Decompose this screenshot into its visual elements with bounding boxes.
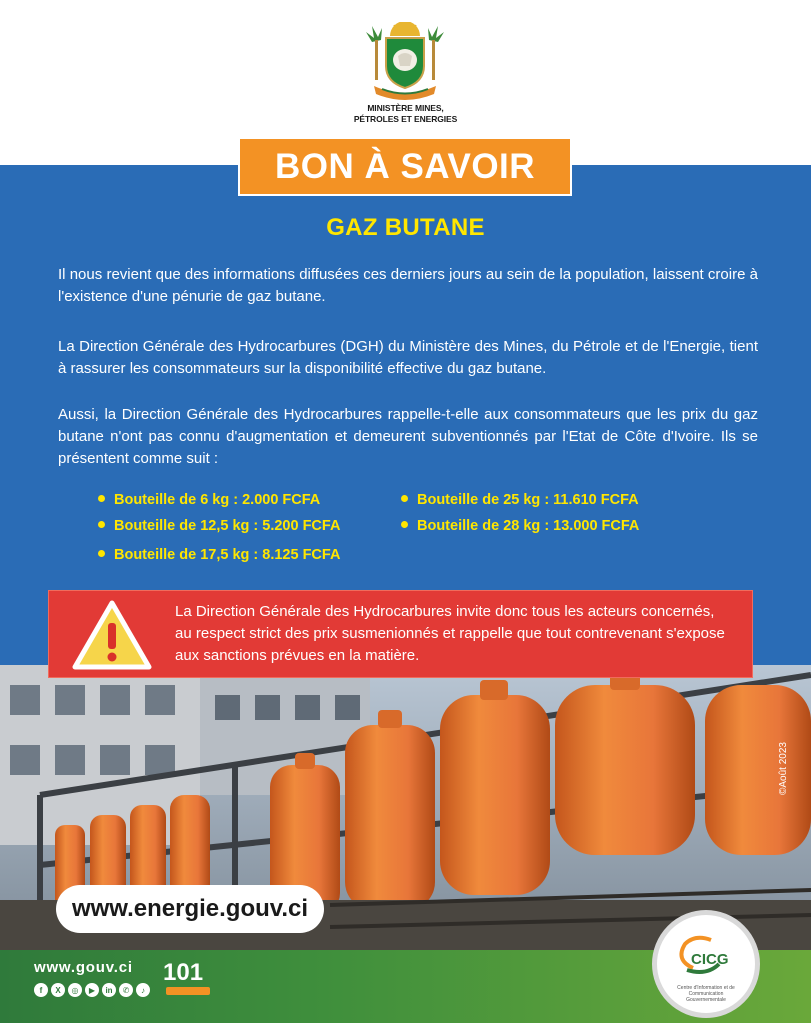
price-item <box>98 492 320 508</box>
paragraph-1: Il nous revient que des informations diffusées ces derniers jours au sein de la population, laissent croire à l'existence d'une pénurie de gaz butane. <box>58 266 758 305</box>
price-item <box>98 518 340 534</box>
subtitle: GAZ BUTANE <box>326 214 485 241</box>
footer-gov-url[interactable]: www.gouv.ci <box>34 959 133 976</box>
social-links <box>34 983 150 997</box>
warning-triangle-icon <box>71 599 153 671</box>
ministry-line-1: MINISTÈRE MINES, <box>367 103 444 113</box>
price-item <box>401 492 639 508</box>
ministry-name <box>300 103 511 125</box>
price-text: Bouteille de 17,5 kg : 8.125 FCFA <box>114 547 341 563</box>
bullet-icon <box>401 495 408 502</box>
tiktok-icon[interactable]: ♪ <box>136 983 150 997</box>
cicg-logo <box>671 930 741 980</box>
cicg-name: CICG <box>691 951 729 968</box>
hotline-badge <box>166 987 210 995</box>
warning-box <box>48 590 753 678</box>
price-text: Bouteille de 6 kg : 2.000 FCFA <box>114 492 321 508</box>
price-text: Bouteille de 12,5 kg : 5.200 FCFA <box>114 518 341 534</box>
price-item <box>98 547 340 563</box>
bullet-icon <box>98 521 105 528</box>
paragraph-2: La Direction Générale des Hydrocarbures (DGH) du Ministère des Mines, du Pétrole et de l'Energie, tient à rassurer les consommateurs sur la disponibilité effective du gaz butane. <box>58 338 758 377</box>
title-banner <box>238 137 572 196</box>
paragraph-3: Aussi, la Direction Générale des Hydrocarbures rappelle-t-elle aux consommateurs que les prix du gaz butane n'ont pas connu d'augmentation et demeurent subventionnés par l'Etat de Côte d'Ivoire. Ils se présentent comme suit : <box>58 406 758 467</box>
facebook-icon[interactable]: f <box>34 983 48 997</box>
whatsapp-icon[interactable]: ✆ <box>119 983 133 997</box>
price-text: Bouteille de 28 kg : 13.000 FCFA <box>417 518 640 534</box>
coat-of-arms-icon <box>360 22 450 104</box>
youtube-icon[interactable]: ▶ <box>85 983 99 997</box>
x-twitter-icon[interactable]: X <box>51 983 65 997</box>
hotline-number: 101 <box>163 959 204 986</box>
ministry-line-2: PÉTROLES ET ENERGIES <box>353 114 458 124</box>
price-text: Bouteille de 25 kg : 11.610 FCFA <box>417 492 639 508</box>
price-item <box>401 518 639 534</box>
website-url: www.energie.gouv.ci <box>71 895 309 922</box>
page-title: BON À SAVOIR <box>274 146 536 186</box>
bullet-icon <box>98 495 105 502</box>
photo-credit: ©Août 2023 <box>778 742 789 795</box>
linkedin-icon[interactable]: in <box>102 983 116 997</box>
bullet-icon <box>401 521 408 528</box>
cicg-subtitle: Centre d'Information et de Communication Gouvernementale <box>677 985 735 1003</box>
warning-text: La Direction Générale des Hydrocarbures invite donc tous les acteurs concernés, au respect strict des prix susmenionnés et rappelle que tout contrevenant s'expose aux sanctions prévues en la matière. <box>175 603 725 664</box>
instagram-icon[interactable]: ◎ <box>68 983 82 997</box>
bullet-icon <box>98 550 105 557</box>
website-link[interactable] <box>56 885 324 933</box>
